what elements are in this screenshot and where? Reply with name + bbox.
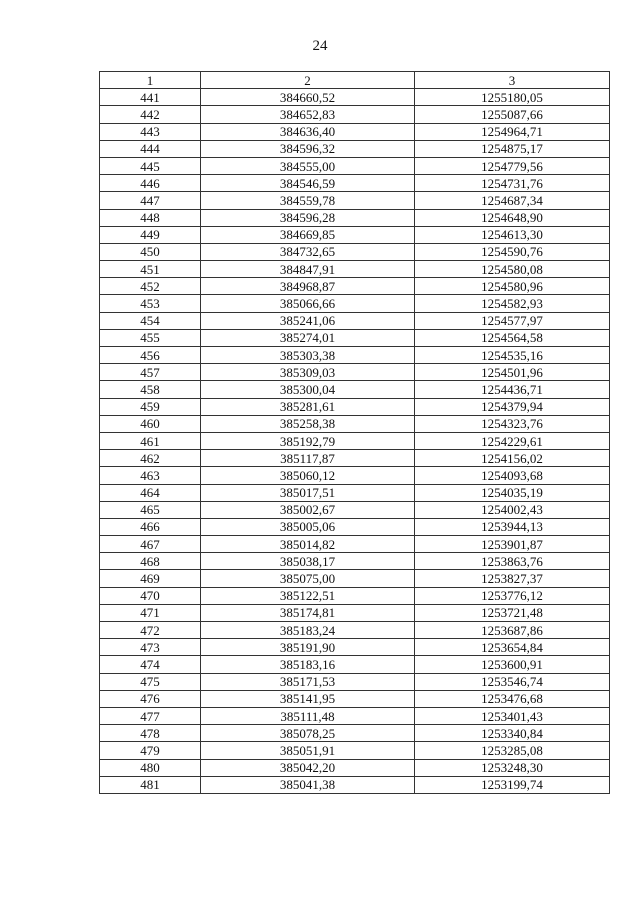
table-row [100, 536, 610, 553]
point-number-cell: 474 [100, 656, 201, 673]
table-header [100, 72, 610, 89]
point-number-cell: 461 [100, 432, 201, 449]
x-coordinate-cell: 385042,20 [201, 759, 415, 776]
x-coordinate-cell: 385066,66 [201, 295, 415, 312]
point-number-cell: 448 [100, 209, 201, 226]
table-row [100, 261, 610, 278]
x-coordinate-cell: 385281,61 [201, 398, 415, 415]
header-col-2: 2 [201, 72, 415, 89]
x-coordinate-cell: 385122,51 [201, 587, 415, 604]
table-row [100, 89, 610, 106]
point-number-cell: 442 [100, 106, 201, 123]
point-number-cell: 459 [100, 398, 201, 415]
table-row [100, 347, 610, 364]
x-coordinate-cell: 385051,91 [201, 742, 415, 759]
point-number-cell: 456 [100, 347, 201, 364]
x-coordinate-cell: 384596,28 [201, 209, 415, 226]
point-number-cell: 468 [100, 553, 201, 570]
table-row [100, 398, 610, 415]
y-coordinate-cell: 1253600,91 [415, 656, 610, 673]
point-number-cell: 478 [100, 725, 201, 742]
coordinates-table [99, 71, 610, 794]
x-coordinate-cell: 385183,16 [201, 656, 415, 673]
y-coordinate-cell: 1253248,30 [415, 759, 610, 776]
table-row [100, 553, 610, 570]
x-coordinate-cell: 385017,51 [201, 484, 415, 501]
table-row [100, 501, 610, 518]
y-coordinate-cell: 1253687,86 [415, 622, 610, 639]
x-coordinate-cell: 385192,79 [201, 432, 415, 449]
x-coordinate-cell: 385002,67 [201, 501, 415, 518]
y-coordinate-cell: 1254582,93 [415, 295, 610, 312]
point-number-cell: 466 [100, 518, 201, 535]
x-coordinate-cell: 384596,32 [201, 140, 415, 157]
table-row [100, 175, 610, 192]
table-row [100, 157, 610, 174]
point-number-cell: 446 [100, 175, 201, 192]
x-coordinate-cell: 385171,53 [201, 673, 415, 690]
table-row [100, 690, 610, 707]
y-coordinate-cell: 1253199,74 [415, 776, 610, 793]
point-number-cell: 452 [100, 278, 201, 295]
point-number-cell: 467 [100, 536, 201, 553]
x-coordinate-cell: 385274,01 [201, 329, 415, 346]
point-number-cell: 471 [100, 604, 201, 621]
y-coordinate-cell: 1255087,66 [415, 106, 610, 123]
y-coordinate-cell: 1254779,56 [415, 157, 610, 174]
x-coordinate-cell: 384555,00 [201, 157, 415, 174]
point-number-cell: 470 [100, 587, 201, 604]
table-body [100, 89, 610, 794]
table-row [100, 570, 610, 587]
table-row [100, 776, 610, 793]
y-coordinate-cell: 1254687,34 [415, 192, 610, 209]
y-coordinate-cell: 1254156,02 [415, 450, 610, 467]
table-row [100, 364, 610, 381]
x-coordinate-cell: 385241,06 [201, 312, 415, 329]
y-coordinate-cell: 1253654,84 [415, 639, 610, 656]
point-number-cell: 441 [100, 89, 201, 106]
header-col-3: 3 [415, 72, 610, 89]
y-coordinate-cell: 1254002,43 [415, 501, 610, 518]
x-coordinate-cell: 385258,38 [201, 415, 415, 432]
y-coordinate-cell: 1253340,84 [415, 725, 610, 742]
table-row [100, 278, 610, 295]
y-coordinate-cell: 1254379,94 [415, 398, 610, 415]
x-coordinate-cell: 385014,82 [201, 536, 415, 553]
table-row [100, 450, 610, 467]
table-row [100, 312, 610, 329]
y-coordinate-cell: 1254093,68 [415, 467, 610, 484]
table-row [100, 484, 610, 501]
table-row [100, 725, 610, 742]
y-coordinate-cell: 1254964,71 [415, 123, 610, 140]
x-coordinate-cell: 385174,81 [201, 604, 415, 621]
table-row [100, 604, 610, 621]
point-number-cell: 469 [100, 570, 201, 587]
table-row [100, 140, 610, 157]
table-row [100, 243, 610, 260]
x-coordinate-cell: 384636,40 [201, 123, 415, 140]
x-coordinate-cell: 385111,48 [201, 707, 415, 724]
x-coordinate-cell: 385191,90 [201, 639, 415, 656]
table-row [100, 226, 610, 243]
table-row [100, 707, 610, 724]
header-row [100, 72, 610, 89]
x-coordinate-cell: 384559,78 [201, 192, 415, 209]
point-number-cell: 464 [100, 484, 201, 501]
y-coordinate-cell: 1254501,96 [415, 364, 610, 381]
x-coordinate-cell: 385309,03 [201, 364, 415, 381]
point-number-cell: 463 [100, 467, 201, 484]
table-row [100, 329, 610, 346]
table-row [100, 209, 610, 226]
x-coordinate-cell: 385060,12 [201, 467, 415, 484]
point-number-cell: 481 [100, 776, 201, 793]
y-coordinate-cell: 1254035,19 [415, 484, 610, 501]
point-number-cell: 479 [100, 742, 201, 759]
table-row [100, 123, 610, 140]
point-number-cell: 455 [100, 329, 201, 346]
point-number-cell: 480 [100, 759, 201, 776]
point-number-cell: 457 [100, 364, 201, 381]
x-coordinate-cell: 385303,38 [201, 347, 415, 364]
x-coordinate-cell: 385075,00 [201, 570, 415, 587]
point-number-cell: 449 [100, 226, 201, 243]
y-coordinate-cell: 1253827,37 [415, 570, 610, 587]
x-coordinate-cell: 384732,65 [201, 243, 415, 260]
table-row [100, 656, 610, 673]
table-row [100, 518, 610, 535]
x-coordinate-cell: 385041,38 [201, 776, 415, 793]
table-row [100, 622, 610, 639]
point-number-cell: 444 [100, 140, 201, 157]
x-coordinate-cell: 385183,24 [201, 622, 415, 639]
x-coordinate-cell: 384847,91 [201, 261, 415, 278]
point-number-cell: 477 [100, 707, 201, 724]
y-coordinate-cell: 1254580,96 [415, 278, 610, 295]
page-number: 24 [312, 38, 328, 54]
point-number-cell: 443 [100, 123, 201, 140]
header-col-1: 1 [100, 72, 201, 89]
y-coordinate-cell: 1254590,76 [415, 243, 610, 260]
point-number-cell: 472 [100, 622, 201, 639]
point-number-cell: 465 [100, 501, 201, 518]
y-coordinate-cell: 1254580,08 [415, 261, 610, 278]
y-coordinate-cell: 1253944,13 [415, 518, 610, 535]
point-number-cell: 454 [100, 312, 201, 329]
y-coordinate-cell: 1253776,12 [415, 587, 610, 604]
point-number-cell: 473 [100, 639, 201, 656]
point-number-cell: 458 [100, 381, 201, 398]
y-coordinate-cell: 1254577,97 [415, 312, 610, 329]
y-coordinate-cell: 1253721,48 [415, 604, 610, 621]
table-row [100, 432, 610, 449]
x-coordinate-cell: 384968,87 [201, 278, 415, 295]
table-row [100, 639, 610, 656]
table-row [100, 467, 610, 484]
x-coordinate-cell: 385078,25 [201, 725, 415, 742]
point-number-cell: 460 [100, 415, 201, 432]
point-number-cell: 451 [100, 261, 201, 278]
table-row [100, 295, 610, 312]
table-row [100, 742, 610, 759]
y-coordinate-cell: 1254436,71 [415, 381, 610, 398]
x-coordinate-cell: 385005,06 [201, 518, 415, 535]
table-row [100, 759, 610, 776]
y-coordinate-cell: 1254648,90 [415, 209, 610, 226]
table-row [100, 415, 610, 432]
point-number-cell: 476 [100, 690, 201, 707]
table-row [100, 106, 610, 123]
y-coordinate-cell: 1254564,58 [415, 329, 610, 346]
x-coordinate-cell: 385300,04 [201, 381, 415, 398]
point-number-cell: 447 [100, 192, 201, 209]
table-row [100, 192, 610, 209]
point-number-cell: 453 [100, 295, 201, 312]
x-coordinate-cell: 385038,17 [201, 553, 415, 570]
y-coordinate-cell: 1254731,76 [415, 175, 610, 192]
y-coordinate-cell: 1253546,74 [415, 673, 610, 690]
y-coordinate-cell: 1254875,17 [415, 140, 610, 157]
y-coordinate-cell: 1254613,30 [415, 226, 610, 243]
y-coordinate-cell: 1253476,68 [415, 690, 610, 707]
table-row [100, 587, 610, 604]
table-row [100, 381, 610, 398]
x-coordinate-cell: 384652,83 [201, 106, 415, 123]
x-coordinate-cell: 385141,95 [201, 690, 415, 707]
y-coordinate-cell: 1253285,08 [415, 742, 610, 759]
point-number-cell: 475 [100, 673, 201, 690]
y-coordinate-cell: 1255180,05 [415, 89, 610, 106]
x-coordinate-cell: 384546,59 [201, 175, 415, 192]
point-number-cell: 462 [100, 450, 201, 467]
y-coordinate-cell: 1253863,76 [415, 553, 610, 570]
y-coordinate-cell: 1254229,61 [415, 432, 610, 449]
point-number-cell: 450 [100, 243, 201, 260]
table-row [100, 673, 610, 690]
y-coordinate-cell: 1254535,16 [415, 347, 610, 364]
y-coordinate-cell: 1254323,76 [415, 415, 610, 432]
point-number-cell: 445 [100, 157, 201, 174]
y-coordinate-cell: 1253401,43 [415, 707, 610, 724]
y-coordinate-cell: 1253901,87 [415, 536, 610, 553]
x-coordinate-cell: 384660,52 [201, 89, 415, 106]
x-coordinate-cell: 384669,85 [201, 226, 415, 243]
x-coordinate-cell: 385117,87 [201, 450, 415, 467]
